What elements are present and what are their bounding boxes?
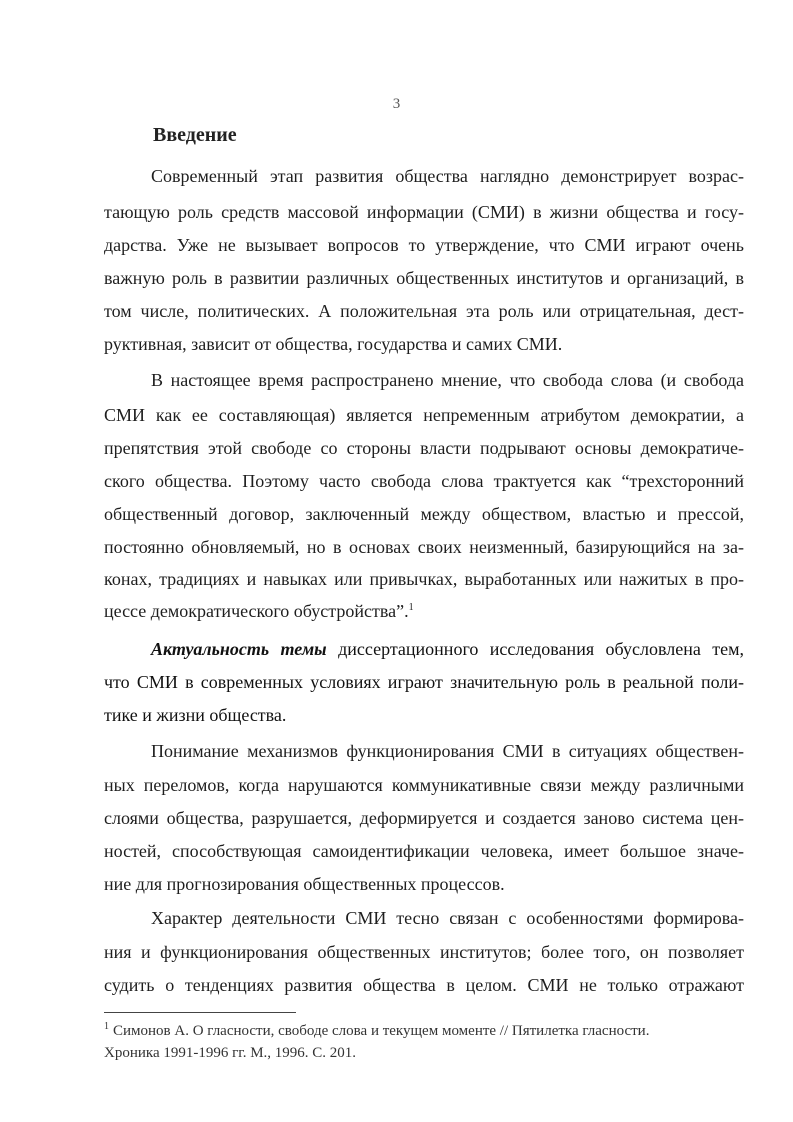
- footnote-text: Симонов А. О гласности, свободе слова и текущем моменте // Пятилетка гласности.: [113, 1023, 650, 1039]
- text-line: том числе, политических. А положительная эта роль или отрицательная, дест-: [104, 301, 744, 321]
- text-line: общественный договор, заключенный между обществом, властью и прессой,: [104, 504, 744, 524]
- text-line: ского общества. Поэтому часто свобода слова трактуется как “трехсторонний: [104, 471, 744, 491]
- footnote-reference[interactable]: 1: [408, 602, 414, 613]
- footnote-divider: [104, 1012, 296, 1013]
- text-line: ния и функционирования общественных институтов; более того, он позволяет: [104, 942, 744, 962]
- text-line: ние для прогнозирования общественных процессов.: [104, 874, 505, 894]
- footnote-mark: 1: [104, 1021, 109, 1032]
- text-line: В настоящее время распространено мнение, что свобода слова (и свобода: [151, 370, 744, 390]
- text-line-content: цессе демократического обустройства”.: [104, 601, 409, 621]
- footnote-line: [104, 1046, 744, 1061]
- text-line: постоянно обновляемый, но в основах своих неизменный, базирующийся на за-: [104, 537, 744, 557]
- page-number: 3: [392, 96, 401, 112]
- section-heading: Введение: [153, 124, 237, 146]
- text-line-content: диссертационного исследования обусловлена тем,: [326, 639, 744, 659]
- text-line: тающую роль средств массовой информации (СМИ) в жизни общества и госу-: [104, 202, 744, 222]
- text-line: ных переломов, когда нарушаются коммуникативные связи между различными: [104, 775, 744, 795]
- text-line: [151, 640, 744, 658]
- text-line: ностей, способствующая самоидентификации человека, имеет большое значе-: [104, 841, 744, 861]
- text-line: конах, традициях и навыках или привычках, выработанных или нажитых в про-: [104, 569, 744, 589]
- text-line: [104, 602, 744, 620]
- text-line: слоями общества, разрушается, деформируется и создается заново система цен-: [104, 808, 744, 828]
- text-line: препятствия этой свободе со стороны власти подрывают основы демократиче-: [104, 438, 744, 458]
- text-line: важную роль в развитии различных общественных институтов и организаций, в: [104, 268, 744, 288]
- text-line: что СМИ в современных условиях играют значительную роль в реальной поли-: [104, 672, 744, 692]
- footnote-line: [104, 1022, 744, 1039]
- text-line: Понимание механизмов функционирования СМИ в ситуациях обществен-: [151, 741, 744, 761]
- text-line: тике и жизни общества.: [104, 705, 287, 725]
- text-line: Современный этап развития общества наглядно демонстрирует возрас-: [151, 166, 744, 186]
- relevance-emphasis: Актуальность темы: [151, 639, 327, 659]
- text-line: СМИ как ее составляющая) является непременным атрибутом демократии, а: [104, 405, 744, 425]
- text-line: руктивная, зависит от общества, государства и самих СМИ.: [104, 334, 563, 354]
- text-line: судить о тенденциях развития общества в целом. СМИ не только отражают: [104, 975, 744, 995]
- footnote-text: Хроника 1991-1996 гг. М., 1996. С. 201.: [104, 1045, 357, 1061]
- text-line: Характер деятельности СМИ тесно связан с особенностями формирова-: [151, 908, 744, 928]
- text-line: дарства. Уже не вызывает вопросов то утверждение, что СМИ играют очень: [104, 235, 744, 255]
